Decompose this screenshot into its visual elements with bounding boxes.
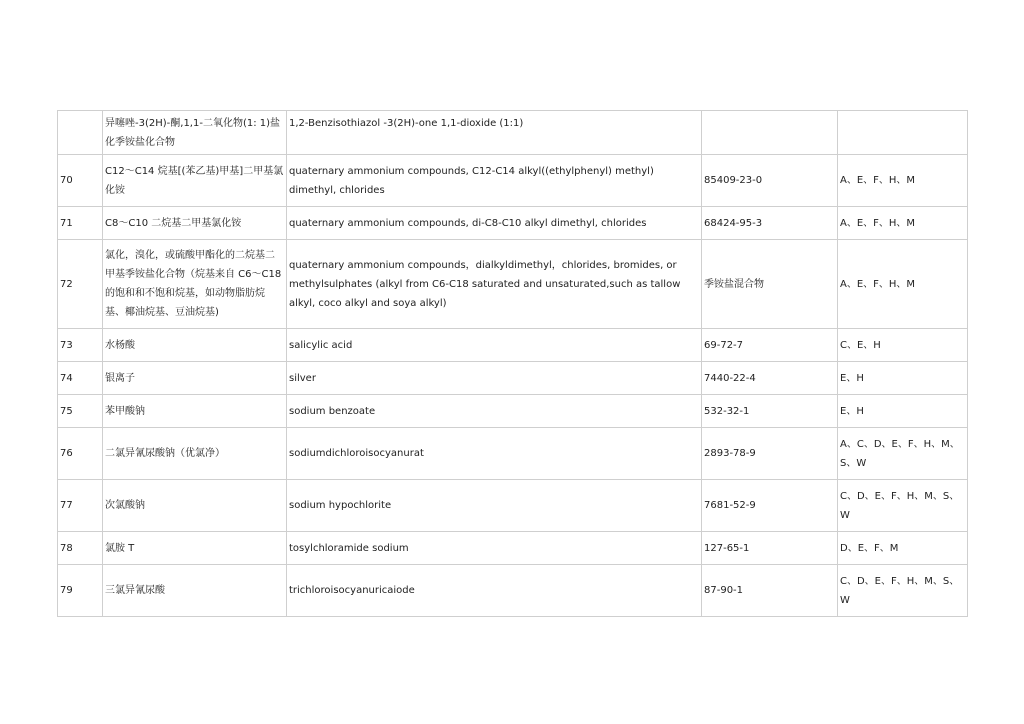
table-row bbox=[58, 111, 968, 155]
row-number: 74 bbox=[58, 362, 103, 395]
english-name: trichloroisocyanuricaiode bbox=[287, 565, 702, 617]
application-codes bbox=[838, 111, 968, 155]
chinese-name: 异噻唑-3(2H)-酮,1,1-二氧化物(1: 1)盐化季铵盐化合物 bbox=[103, 111, 287, 155]
application-codes: A、E、F、H、M bbox=[838, 155, 968, 207]
english-name: quaternary ammonium compounds，dialkyldimethyl，chlorides, bromides, or methylsulphates (alkyl from C6-C18 saturated and unsaturated,such as tallow alkyl, coco alkyl and soya alkyl) bbox=[287, 240, 702, 329]
english-name: quaternary ammonium compounds, C12-C14 alkyl((ethylphenyl) methyl) dimethyl, chlorides bbox=[287, 155, 702, 207]
chinese-name: 苯甲酸钠 bbox=[103, 395, 287, 428]
cas-number: 85409-23-0 bbox=[702, 155, 838, 207]
table-row bbox=[58, 155, 968, 207]
chinese-name: 三氯异氰尿酸 bbox=[103, 565, 287, 617]
application-codes: C、D、E、F、H、M、S、W bbox=[838, 565, 968, 617]
chinese-name: 银离子 bbox=[103, 362, 287, 395]
cas-number: 68424-95-3 bbox=[702, 207, 838, 240]
table-row bbox=[58, 362, 968, 395]
row-number: 70 bbox=[58, 155, 103, 207]
english-name: sodiumdichloroisocyanurat bbox=[287, 428, 702, 480]
row-number: 72 bbox=[58, 240, 103, 329]
row-number: 73 bbox=[58, 329, 103, 362]
cas-number: 7681-52-9 bbox=[702, 480, 838, 532]
application-codes: C、D、E、F、H、M、S、W bbox=[838, 480, 968, 532]
application-codes: C、E、H bbox=[838, 329, 968, 362]
english-name: quaternary ammonium compounds, di-C8-C10 alkyl dimethyl, chlorides bbox=[287, 207, 702, 240]
chinese-name: 氯胺 T bbox=[103, 532, 287, 565]
chinese-name: C12～C14 烷基[(苯乙基)甲基]二甲基氯化铵 bbox=[103, 155, 287, 207]
row-number: 71 bbox=[58, 207, 103, 240]
substance-table bbox=[57, 110, 968, 617]
table-row bbox=[58, 240, 968, 329]
table-row bbox=[58, 207, 968, 240]
table-row bbox=[58, 428, 968, 480]
row-number: 76 bbox=[58, 428, 103, 480]
cas-number: 7440-22-4 bbox=[702, 362, 838, 395]
table-row bbox=[58, 532, 968, 565]
english-name: sodium benzoate bbox=[287, 395, 702, 428]
table-row bbox=[58, 395, 968, 428]
application-codes: A、C、D、E、F、H、M、S、W bbox=[838, 428, 968, 480]
row-number bbox=[58, 111, 103, 155]
cas-number: 2893-78-9 bbox=[702, 428, 838, 480]
cas-number: 127-65-1 bbox=[702, 532, 838, 565]
chinese-name: 二氯异氰尿酸钠（优氯净） bbox=[103, 428, 287, 480]
application-codes: E、H bbox=[838, 395, 968, 428]
application-codes: D、E、F、M bbox=[838, 532, 968, 565]
cas-number bbox=[702, 111, 838, 155]
chinese-name: 次氯酸钠 bbox=[103, 480, 287, 532]
row-number: 77 bbox=[58, 480, 103, 532]
english-name: silver bbox=[287, 362, 702, 395]
chinese-name: 氯化，溴化，或硫酸甲酯化的二烷基二甲基季铵盐化合物（烷基来自 C6～C18 的饱和和不饱和烷基，如动物脂肪烷基、椰油烷基、豆油烷基) bbox=[103, 240, 287, 329]
row-number: 78 bbox=[58, 532, 103, 565]
application-codes: E、H bbox=[838, 362, 968, 395]
chinese-name: 水杨酸 bbox=[103, 329, 287, 362]
chinese-name: C8～C10 二烷基二甲基氯化铵 bbox=[103, 207, 287, 240]
cas-number: 69-72-7 bbox=[702, 329, 838, 362]
table-row bbox=[58, 480, 968, 532]
english-name: 1,2-Benzisothiazol -3(2H)-one 1,1-dioxide (1:1) bbox=[287, 111, 702, 155]
row-number: 75 bbox=[58, 395, 103, 428]
table-row bbox=[58, 565, 968, 617]
application-codes: A、E、F、H、M bbox=[838, 207, 968, 240]
english-name: salicylic acid bbox=[287, 329, 702, 362]
english-name: sodium hypochlorite bbox=[287, 480, 702, 532]
application-codes: A、E、F、H、M bbox=[838, 240, 968, 329]
cas-number: 季铵盐混合物 bbox=[702, 240, 838, 329]
cas-number: 87-90-1 bbox=[702, 565, 838, 617]
table-row bbox=[58, 329, 968, 362]
row-number: 79 bbox=[58, 565, 103, 617]
english-name: tosylchloramide sodium bbox=[287, 532, 702, 565]
cas-number: 532-32-1 bbox=[702, 395, 838, 428]
